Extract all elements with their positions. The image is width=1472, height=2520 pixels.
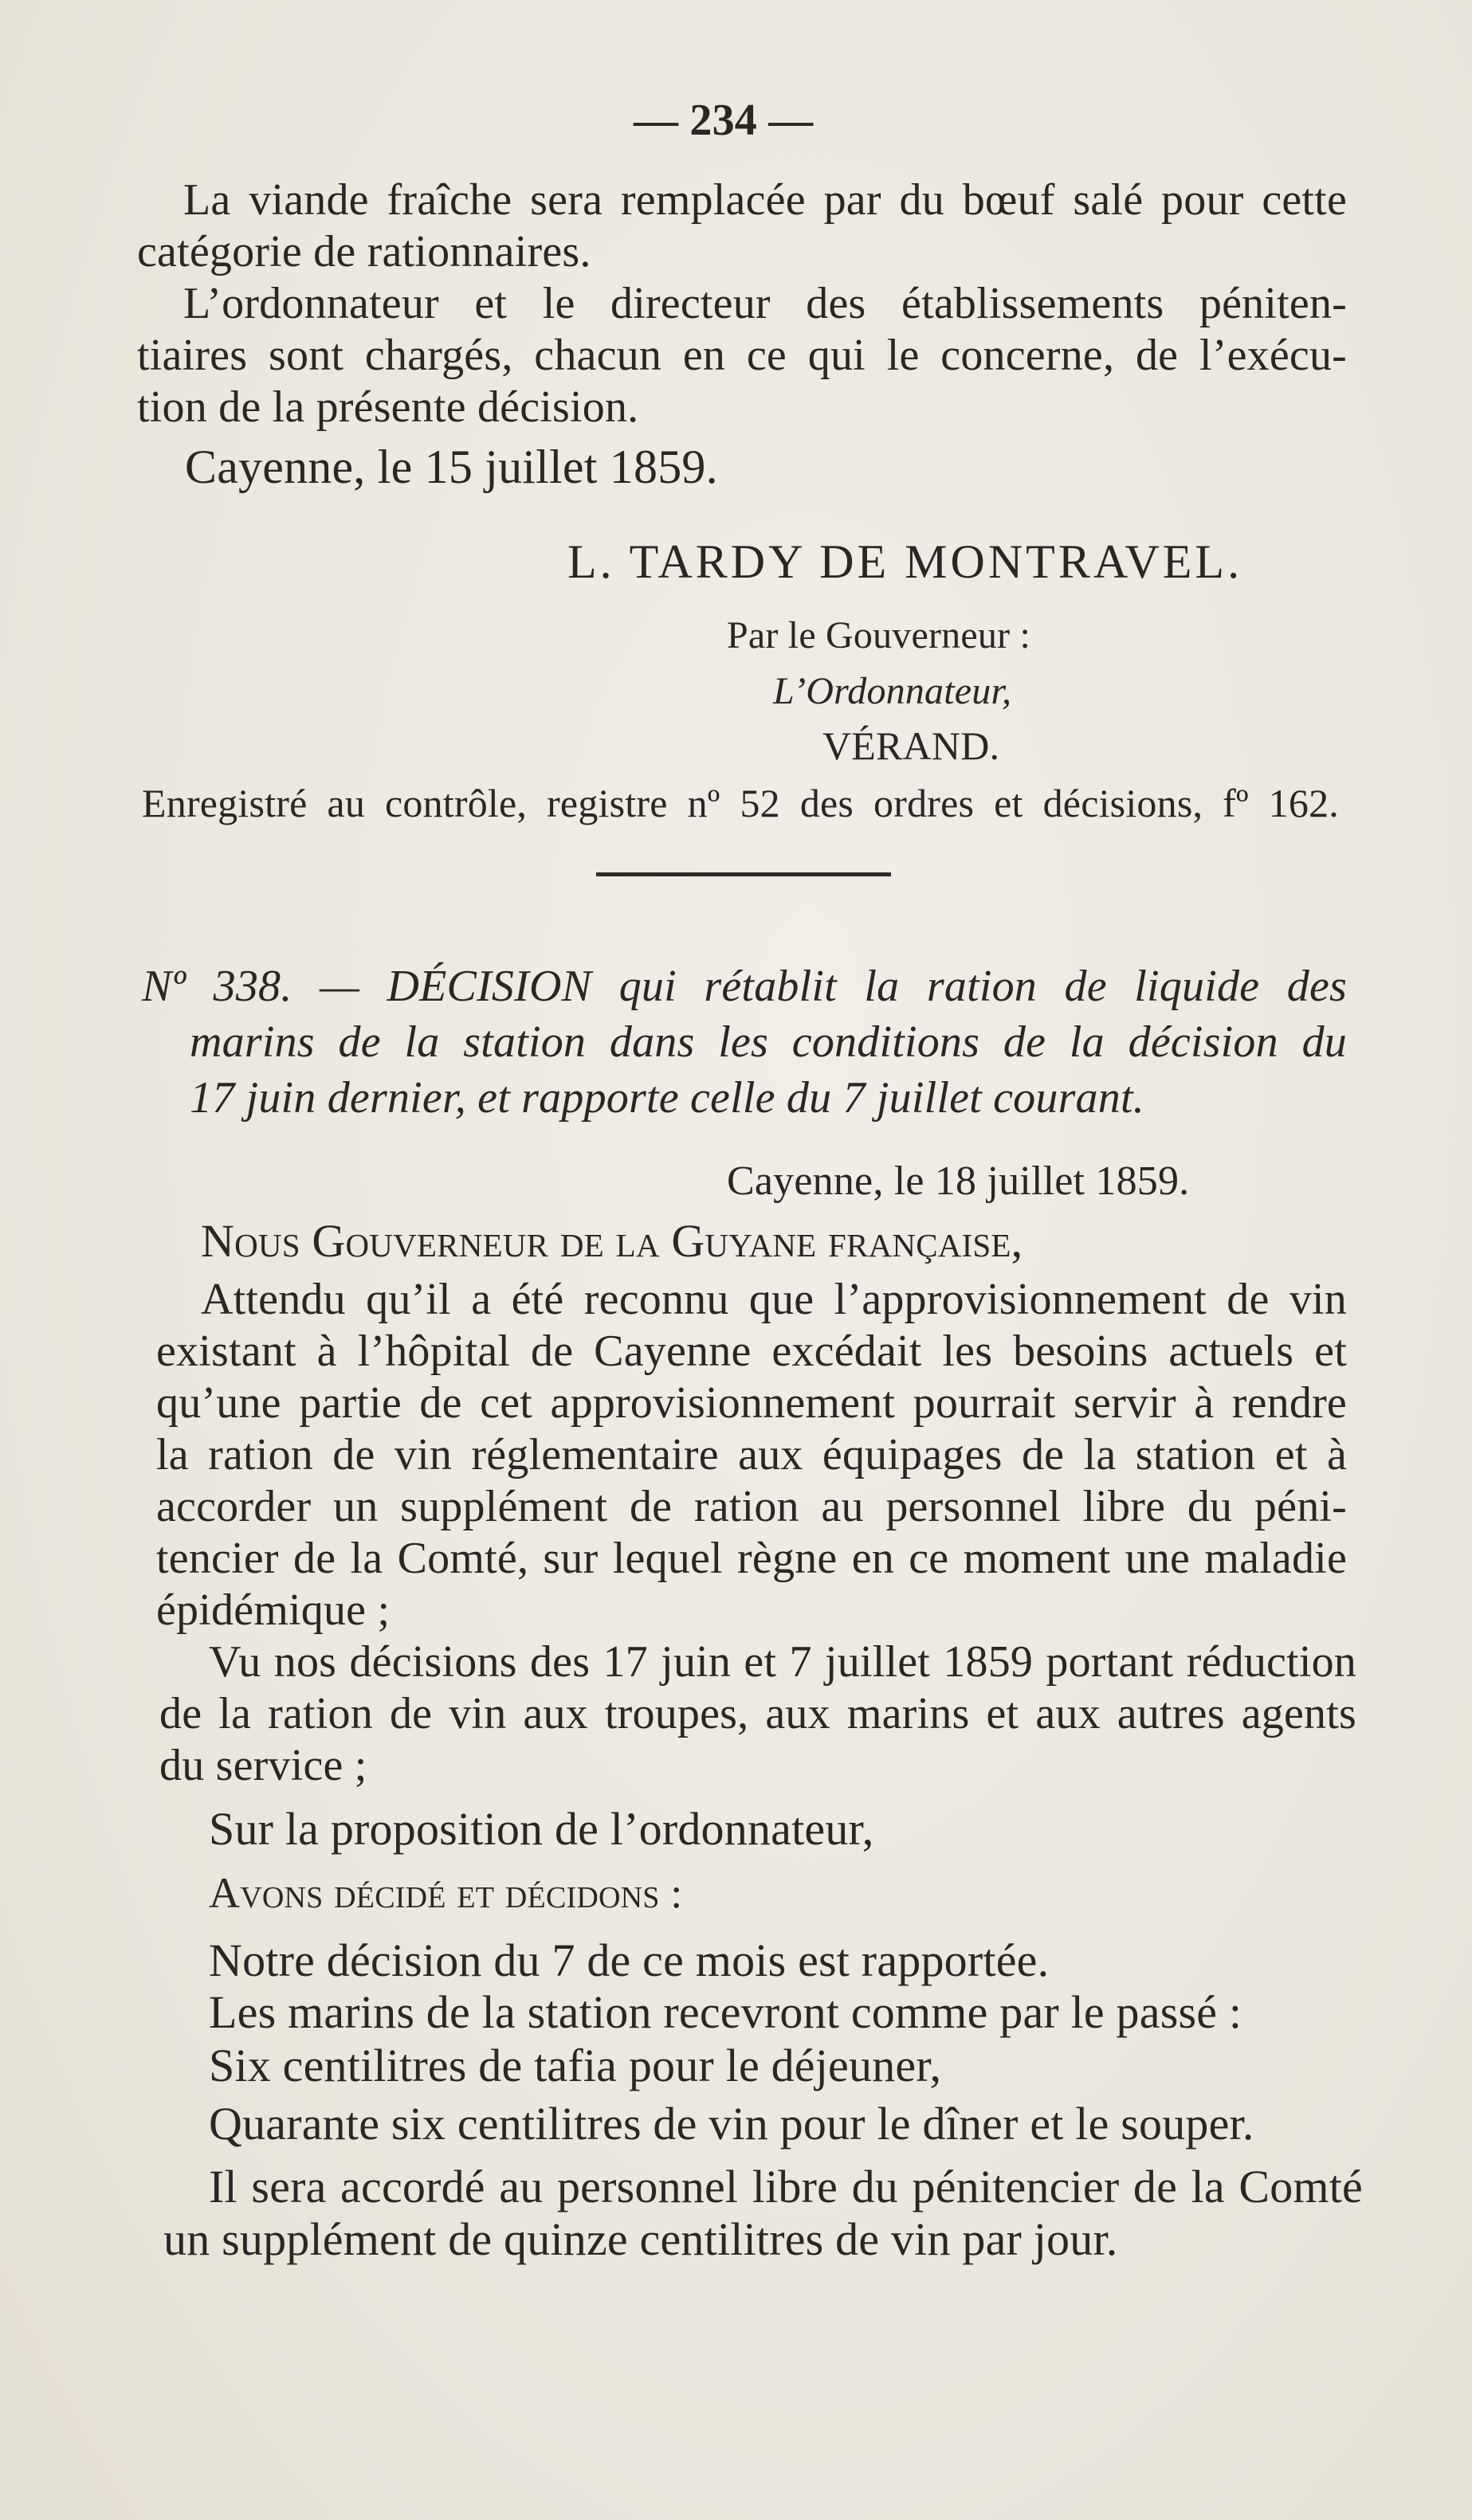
decision-title-line: Nº 338. — DÉCISION qui rétablit la ration de liquide des <box>142 962 1347 1011</box>
avons-decide: Avons décidé et décidons : <box>209 1869 683 1917</box>
text-line: L’ordonnateur et le directeur des établissements péniten- <box>183 279 1347 328</box>
body-line: qu’une partie de cet approvisionnement pourrait servir à rendre <box>156 1378 1347 1428</box>
decision-title-line: 17 juin dernier, et rapporte celle du 7 juillet courant. <box>190 1073 1144 1123</box>
ordonnateur-name: VÉRAND. <box>822 723 1000 768</box>
text-line: La viande fraîche sera remplacée par du bœuf salé pour cette <box>183 175 1347 225</box>
decision-line: Notre décision du 7 de ce mois est rapportée. <box>209 1934 1050 1986</box>
dateline: Cayenne, le 18 juillet 1859. <box>727 1158 1190 1204</box>
text-line: tion de la présente décision. <box>137 382 639 432</box>
body-line: Vu nos décisions des 17 juin et 7 juillet 1859 portant réduction <box>209 1637 1356 1687</box>
body-line: existant à l’hôpital de Cayenne excédait les besoins actuels et <box>156 1327 1347 1376</box>
decision-title-line: marins de la station dans les conditions de la décision du <box>190 1017 1347 1067</box>
dateline: Cayenne, le 15 juillet 1859. <box>185 441 718 493</box>
section-divider <box>596 872 891 876</box>
page-number: — 234 — <box>634 96 814 145</box>
registration-note: Enregistré au contrôle, registre nº 52 des ordres et décisions, fº 162. <box>142 781 1339 825</box>
decision-line: Il sera accordé au personnel libre du pénitencier de la Comté <box>209 2161 1363 2212</box>
body-line: épidémique ; <box>156 1585 391 1635</box>
signature: L. TARDY DE MONTRAVEL. <box>567 535 1243 588</box>
body-line: Attendu qu’il a été reconnu que l’approvisionnement de vin <box>201 1275 1347 1324</box>
body-line: la ration de vin réglementaire aux équipages de la station et à <box>156 1430 1347 1479</box>
body-line: Sur la proposition de l’ordonnateur, <box>209 1803 874 1855</box>
body-line: de la ration de vin aux troupes, aux marins et aux autres agents <box>159 1689 1356 1738</box>
decision-line: Quarante six centilitres de vin pour le dîner et le souper. <box>209 2098 1254 2150</box>
body-line: du service ; <box>159 1741 367 1790</box>
ordonnateur-title: L’Ordonnateur, <box>773 670 1012 712</box>
text-line: catégorie de rationnaires. <box>137 227 591 276</box>
text-line: tiaires sont chargés, chacun en ce qui le concerne, de l’exécu- <box>137 331 1347 380</box>
par-le-gouverneur: Par le Gouverneur : <box>727 614 1031 656</box>
body-line: tencier de la Comté, sur lequel règne en ce moment une maladie <box>156 1534 1347 1583</box>
preamble: Nous Gouverneur de la Guyane française, <box>201 1215 1023 1267</box>
decision-line: Six centilitres de tafia pour le déjeuner, <box>209 2040 942 2091</box>
body-line: accorder un supplément de ration au personnel libre du péni- <box>156 1482 1347 1531</box>
decision-line: Les marins de la station recevront comme par le passé : <box>209 1986 1242 2038</box>
decision-line: un supplément de quinze centilitres de vin par jour. <box>163 2213 1118 2265</box>
